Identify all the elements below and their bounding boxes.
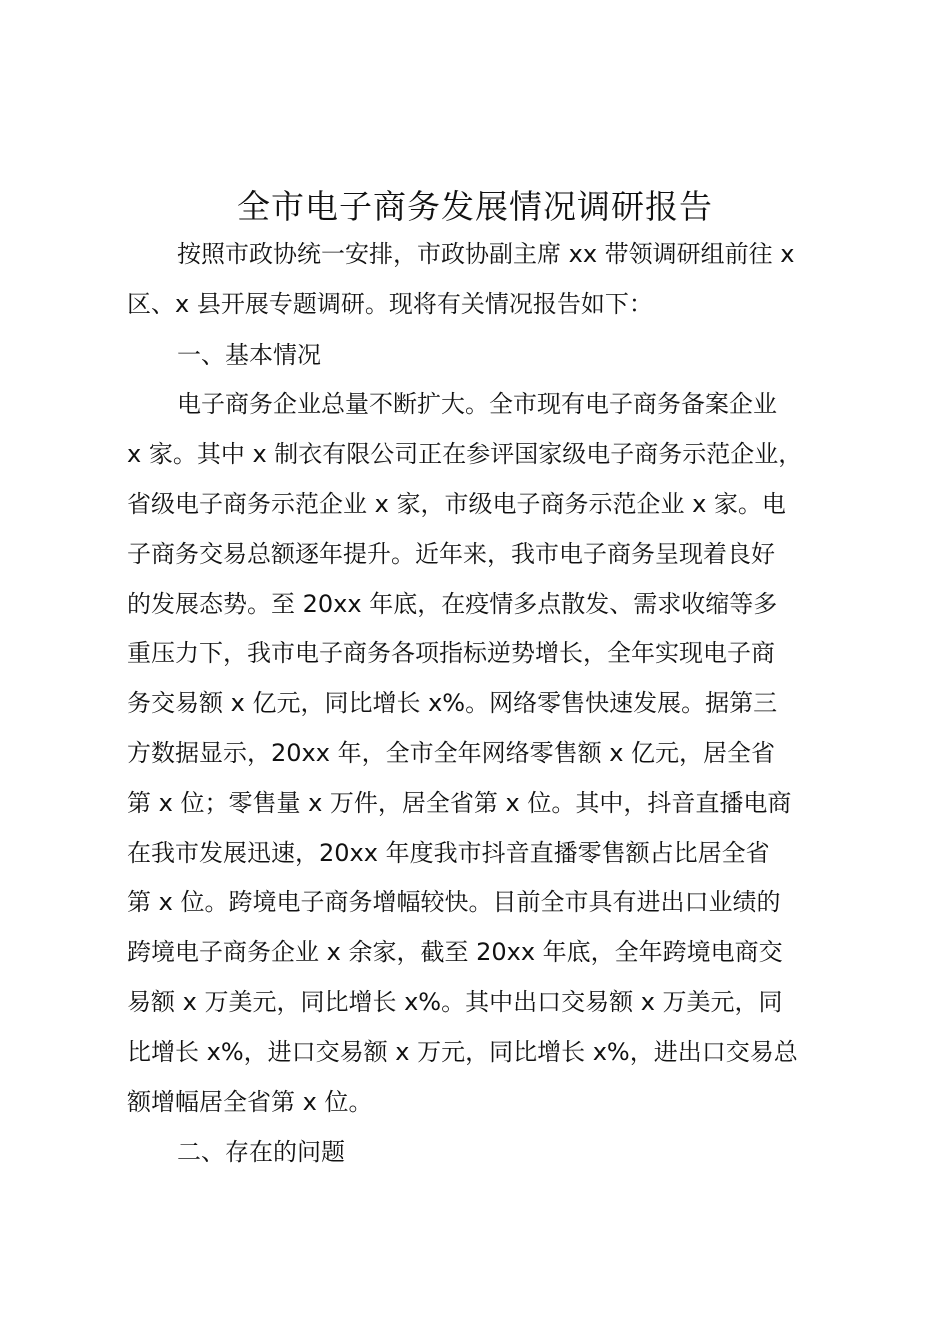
document-title: 全市电子商务发展情况调研报告 [237,187,713,226]
paragraph-line: 跨境电子商务企业 x 余家，截至 20xx 年底，全年跨境电商交 [127,938,783,966]
paragraph-line: x 家。其中 x 制衣有限公司正在参评国家级电子商务示范企业， [127,440,803,468]
paragraph-line: 务交易额 x 亿元，同比增长 x%。网络零售快速发展。据第三 [127,689,778,717]
paragraph-line: 子商务交易总额逐年提升。近年来，我市电子商务呈现着良好 [127,540,775,568]
paragraph-line: 的发展态势。至 20xx 年底，在疫情多点散发、需求收缩等多 [127,590,778,618]
paragraph-line: 额增幅居全省第 x 位。 [127,1088,373,1116]
paragraph-line: 方数据显示，20xx 年，全市全年网络零售额 x 亿元，居全省 [127,739,776,767]
paragraph-line: 比增长 x%，进口交易额 x 万元，同比增长 x%，进出口交易总 [127,1038,798,1066]
paragraph-line: 区、x 县开展专题调研。现将有关情况报告如下： [127,290,653,318]
paragraph-line: 易额 x 万美元，同比增长 x%。其中出口交易额 x 万美元，同 [127,988,783,1016]
section-heading-problems: 二、存在的问题 [177,1138,345,1166]
paragraph-line: 重压力下，我市电子商务各项指标逆势增长，全年实现电子商 [127,639,775,667]
paragraph-line: 在我市发展迅速，20xx 年度我市抖音直播零售额占比居全省 [127,839,770,867]
paragraph-line: 第 x 位；零售量 x 万件，居全省第 x 位。其中，抖音直播电商 [127,789,792,817]
paragraph-line: 按照市政协统一安排，市政协副主席 xx 带领调研组前往 x [177,240,795,268]
paragraph-line: 省级电子商务示范企业 x 家，市级电子商务示范企业 x 家。电 [127,490,786,518]
paragraph-line: 第 x 位。跨境电子商务增幅较快。目前全市具有进出口业绩的 [127,888,781,916]
paragraph-line: 电子商务企业总量不断扩大。全市现有电子商务备案企业 [177,390,777,418]
section-heading-basic: 一、基本情况 [177,341,321,369]
